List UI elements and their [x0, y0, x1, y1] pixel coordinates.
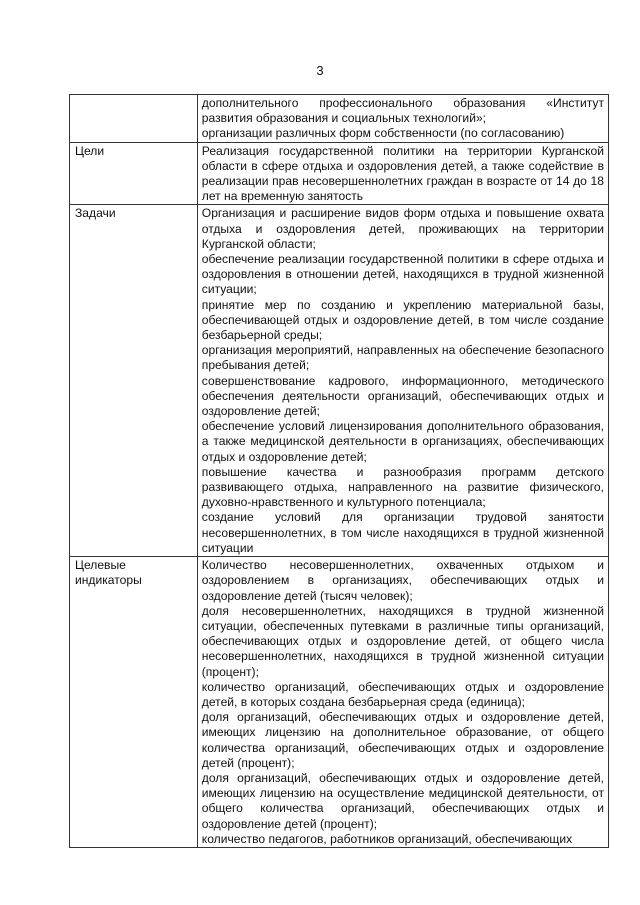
content-paragraph: доля организаций, обеспечивающих отдых и оздоровление детей, имеющих лицензию на осуществление медицинской деятельности, от общего количества организаций, обеспечивающих отдых и оздоровление детей (процент); — [201, 770, 604, 831]
content-paragraph: Количество несовершеннолетних, охваченных отдыхом и оздоровлением в организациях, обеспечивающих отдых и оздоровление детей (тысяч человек); — [201, 558, 604, 603]
content-paragraph: обеспечение реализации государственной политики в сфере отдыха и оздоровления в отношении детей, находящихся в трудной жизненной ситуации; — [201, 252, 604, 297]
row-label — [70, 95, 198, 143]
content-paragraph: Организация и расширение видов форм отдыха и повышение охвата отдыха и оздоровления детей, проживающих на территории Курганской области; — [201, 206, 604, 251]
content-paragraph: обеспечение условий лицензирования дополнительного образования, а также медицинской деятельности в организациях, обеспечивающих отдых и оздоровление детей; — [201, 419, 604, 464]
program-passport-table — [69, 94, 609, 848]
content-paragraph: дополнительного профессионального образования «Институт развития образования и социальных технологий»; — [201, 96, 604, 126]
content-paragraph: организации различных форм собственности (по согласованию) — [201, 126, 565, 141]
content-paragraph: повышение качества и разнообразия программ детского развивающего отдыха, направленного на развитие физического, духовно-нравственного и культурного потенциала; — [201, 464, 604, 510]
table-row — [70, 142, 609, 205]
row-content — [197, 557, 608, 848]
table-row — [70, 205, 609, 557]
page-number: 3 — [316, 63, 324, 78]
content-paragraph: организация мероприятий, направленных на обеспечение безопасного пребывания детей; — [201, 343, 604, 373]
content-paragraph: создание условий для организации трудовой занятости несовершеннолетних, в том числе находящихся в трудной жизненной ситуации — [201, 510, 604, 555]
row-label: Задачи — [70, 205, 198, 557]
content-paragraph: доля несовершеннолетних, находящихся в трудной жизненной ситуации, обеспеченных путевками в различные типы организаций, обеспечивающих отдых и оздоровление детей, от общего числа несовершеннолетних, находящихся в трудной жизненной ситуации (процент); — [201, 603, 604, 679]
content-paragraph: совершенствование кадрового, информационного, методического обеспечения деятельности организаций, обеспечивающих отдых и оздоровление детей; — [201, 373, 604, 419]
table-row — [70, 95, 609, 143]
content-paragraph: количество организаций, обеспечивающих отдых и оздоровление детей, в которых создана безбарьерная среда (единица); — [201, 679, 604, 709]
content-paragraph: доля организаций, обеспечивающих отдых и оздоровление детей, имеющих лицензию на дополнительное образование, от общего количества организаций, обеспечивающих отдых и оздоровление детей (процент); — [201, 710, 604, 770]
row-label: Целевые индикаторы — [70, 557, 198, 848]
content-paragraph: Реализация государственной политики на территории Курганской области в сфере отдыха и оздоровления детей, а также содействие в реализации прав несовершеннолетних граждан в возрасте от 14 до 18 лет на временную занятость — [201, 143, 604, 204]
row-content — [197, 142, 608, 205]
row-content — [197, 95, 608, 143]
table-row — [70, 557, 609, 848]
row-content — [197, 205, 608, 557]
content-paragraph: количество педагогов, работников организаций, обеспечивающих — [201, 831, 573, 846]
row-label: Цели — [70, 142, 198, 205]
content-paragraph: принятие мер по созданию и укреплению материальной базы, обеспечивающей отдых и оздоровление детей, в том числе создание безбарьерной среды; — [201, 297, 604, 343]
